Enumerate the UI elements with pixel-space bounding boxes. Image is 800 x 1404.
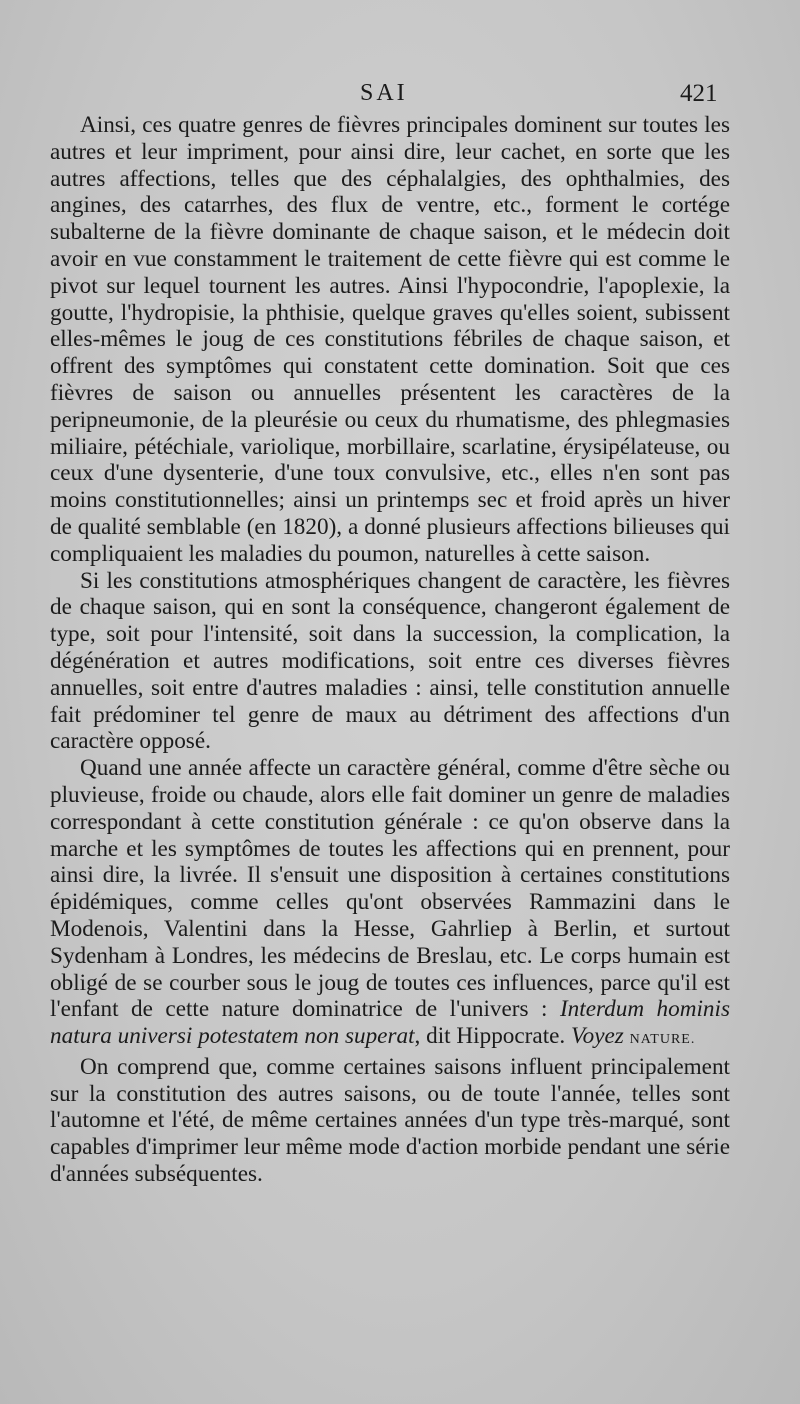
quote-attribution: , dit Hippocrate. (414, 1023, 566, 1050)
cross-reference-label: Voyez (571, 1023, 624, 1050)
paragraph-3 (50, 755, 730, 1054)
cross-reference-target: NATURE. (629, 1032, 696, 1048)
page-number: 421 (680, 80, 718, 107)
paragraph-2: Si les constitutions atmosphériques changent de caractère, les fièvres de chaque saison, qui en sont la conséquence, changeront également de type, soit pour l'intensité, soit dans la succession, la complication, la dégénération et autres modifications, soit entre ces diverses fièvres annuelles, soit entre d'autres maladies : ainsi, telle constitution annuelle fait prédominer tel genre de maux au détriment des affections d'un caractère opposé. (50, 567, 730, 755)
paragraph-3-text: Quand une année affecte un caractère général, comme d'être sèche ou pluvieuse, froide ou chaude, alors elle fait dominer un genre de maladies correspondant à cette constitution générale : ce qu'on observe dans la marche et les symptômes de toutes les affections qui en prennent, pour ainsi dire, la livrée. Il s'ensuit une disposition à certaines constitutions épidémiques, comme celles qu'ont observées Rammazini dans le Modenois, Valentini dans la Hesse, Gahrliep à Berlin, et surtout Sydenham à Londres, les médecins de Breslau, etc. Le corps humain est obligé de se courber sous le joug de toutes ces influences, parce qu'il est l'enfant de cette nature dominatrice de l'univers : (50, 755, 730, 1023)
body-text (50, 112, 730, 1188)
latin-quote: Interdum hominis natura universi potestatem non superat (50, 996, 730, 1050)
running-head: SAI (360, 80, 408, 106)
page-header (0, 80, 800, 110)
paragraph-4: On comprend que, comme certaines saisons influent principalement sur la constitution des autres saisons, ou de toute l'année, telles sont l'automne et l'été, de même certaines années d'un type très-marqué, sont capables d'imprimer leur même mode d'action morbide pendant une série d'années subséquentes. (50, 1053, 730, 1188)
paragraph-1: Ainsi, ces quatre genres de fièvres principales dominent sur toutes les autres et leur impriment, pour ainsi dire, leur cachet, en sorte que les autres affections, telles que des céphalalgies, des ophthalmies, des angines, des catarrhes, des flux de ventre, etc., forment le cortége subalterne de la fièvre dominante de chaque saison, et le médecin doit avoir en vue constamment le traitement de cette fièvre qui est comme le pivot sur lequel tournent les autres. Ainsi l'hypocondrie, l'apoplexie, la goutte, l'hydropisie, la phthisie, quelque graves qu'elles soient, subissent elles-mêmes le joug de ces constitutions fébriles de chaque saison, et offrent des symptômes qui constatent cette domination. Soit que ces fièvres de saison ou annuelles présentent les caractères de la peripneumonie, de la pleurésie ou ceux du rhumatisme, des phlegmasies miliaire, pétéchiale, variolique, morbillaire, scarlatine, érysipélateuse, ou ceux d'une dysenterie, d'une toux convulsive, etc., elles n'en sont pas moins constitutionnelles; ainsi un printemps sec et froid après un hiver de qualité semblable (en 1820), a donné plusieurs affections bilieuses qui compliquaient les maladies du poumon, naturelles à cette saison. (50, 112, 730, 567)
